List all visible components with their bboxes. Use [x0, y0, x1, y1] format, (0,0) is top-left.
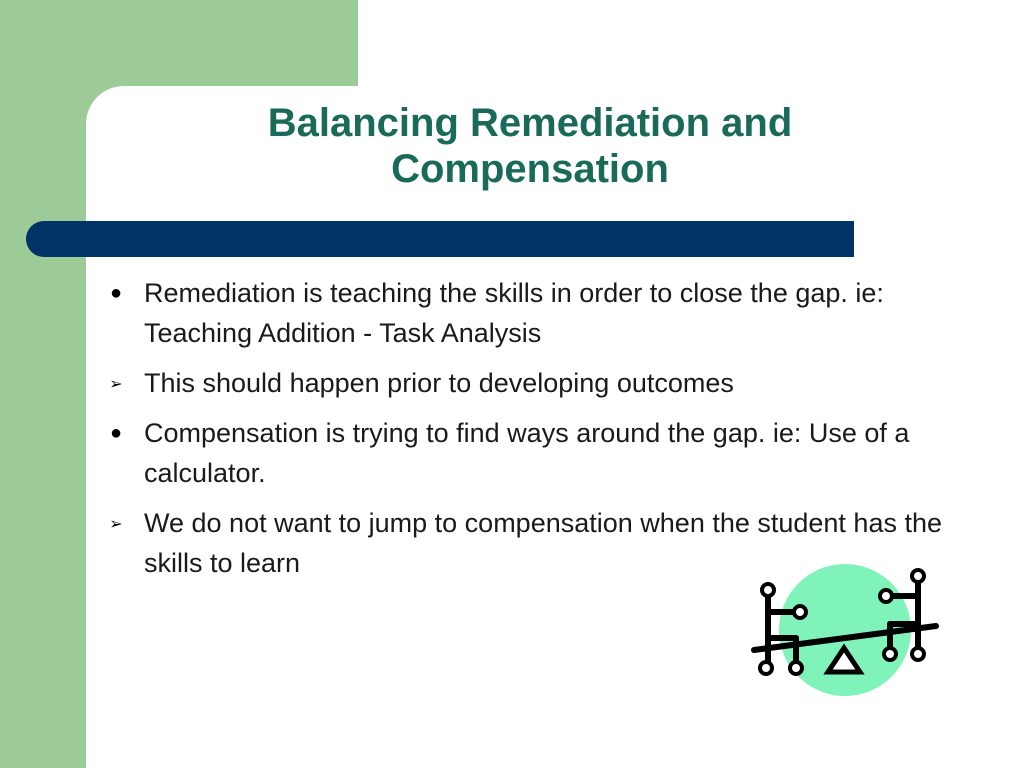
seesaw-balance-icon [748, 562, 944, 702]
slide-title [180, 100, 880, 192]
bullet-list [104, 273, 944, 593]
bullet-text: We do not want to jump to compensation when the student has the skills to learn [144, 508, 943, 578]
list-item [104, 363, 944, 403]
title-underline-bar [26, 221, 854, 257]
list-item [104, 413, 944, 493]
slide-title-line2: Compensation [391, 147, 669, 191]
slide-title-line1: Balancing Remediation and [267, 101, 793, 145]
bullet-text: Remediation is teaching the skills in order to close the gap. ie: Teaching Addition - Task Analysis [144, 278, 884, 348]
bullet-arrow-icon [104, 363, 128, 405]
bullet-text: Compensation is trying to find ways around the gap. ie: Use of a calculator. [144, 418, 910, 488]
bullet-text: This should happen prior to developing outcomes [144, 368, 734, 398]
top-white-area [358, 0, 1024, 86]
bullet-arrow-icon [104, 503, 128, 545]
bullet-dot-icon [104, 413, 128, 453]
bullet-dot-icon [104, 273, 128, 313]
list-item [104, 273, 944, 353]
